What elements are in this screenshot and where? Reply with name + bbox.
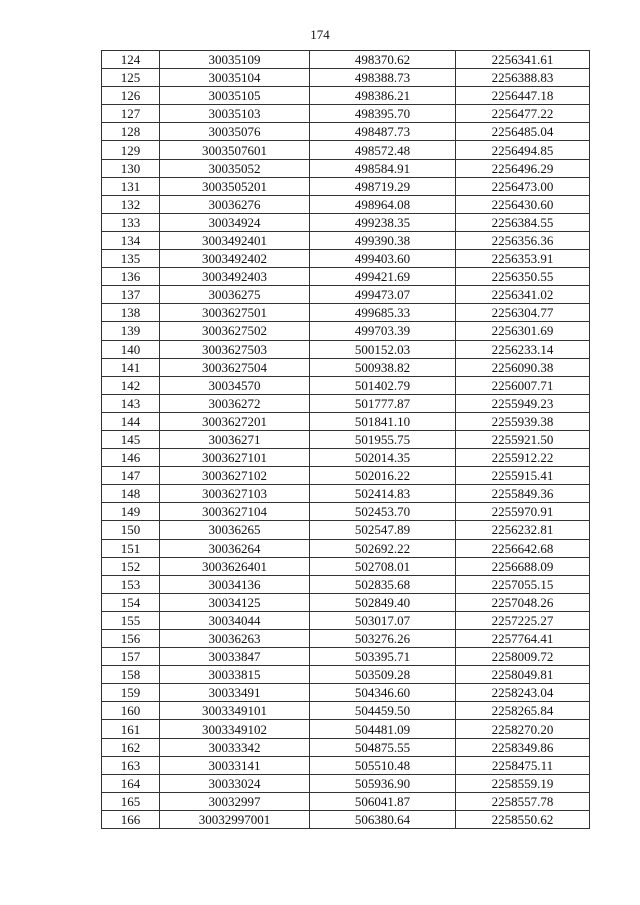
x-coordinate-cell: 501777.87 bbox=[310, 394, 456, 412]
point-id-cell: 3003627501 bbox=[160, 304, 310, 322]
table-row bbox=[102, 756, 590, 774]
point-id-cell: 30032997 bbox=[160, 792, 310, 810]
x-coordinate-cell: 502414.83 bbox=[310, 485, 456, 503]
y-coordinate-cell: 2258559.19 bbox=[456, 774, 590, 792]
table-row bbox=[102, 177, 590, 195]
row-index-cell: 134 bbox=[102, 231, 160, 249]
table-row bbox=[102, 810, 590, 828]
table-row bbox=[102, 521, 590, 539]
row-index-cell: 159 bbox=[102, 684, 160, 702]
x-coordinate-cell: 498964.08 bbox=[310, 195, 456, 213]
row-index-cell: 145 bbox=[102, 430, 160, 448]
y-coordinate-cell: 2256447.18 bbox=[456, 87, 590, 105]
row-index-cell: 146 bbox=[102, 449, 160, 467]
table-row bbox=[102, 250, 590, 268]
row-index-cell: 154 bbox=[102, 593, 160, 611]
row-index-cell: 157 bbox=[102, 648, 160, 666]
row-index-cell: 131 bbox=[102, 177, 160, 195]
table-row bbox=[102, 195, 590, 213]
point-id-cell: 3003349101 bbox=[160, 702, 310, 720]
x-coordinate-cell: 503276.26 bbox=[310, 630, 456, 648]
x-coordinate-cell: 502708.01 bbox=[310, 557, 456, 575]
y-coordinate-cell: 2258009.72 bbox=[456, 648, 590, 666]
point-id-cell: 30033024 bbox=[160, 774, 310, 792]
table-row bbox=[102, 69, 590, 87]
table-row bbox=[102, 430, 590, 448]
x-coordinate-cell: 503017.07 bbox=[310, 611, 456, 629]
x-coordinate-cell: 502014.35 bbox=[310, 449, 456, 467]
coordinates-table bbox=[101, 50, 590, 829]
x-coordinate-cell: 502849.40 bbox=[310, 593, 456, 611]
table-row bbox=[102, 213, 590, 231]
y-coordinate-cell: 2255849.36 bbox=[456, 485, 590, 503]
table-row bbox=[102, 449, 590, 467]
x-coordinate-cell: 500152.03 bbox=[310, 340, 456, 358]
y-coordinate-cell: 2255949.23 bbox=[456, 394, 590, 412]
point-id-cell: 30033815 bbox=[160, 666, 310, 684]
table-row bbox=[102, 575, 590, 593]
point-id-cell: 30036263 bbox=[160, 630, 310, 648]
table-row bbox=[102, 159, 590, 177]
point-id-cell: 3003627104 bbox=[160, 503, 310, 521]
row-index-cell: 126 bbox=[102, 87, 160, 105]
row-index-cell: 144 bbox=[102, 412, 160, 430]
point-id-cell: 3003627502 bbox=[160, 322, 310, 340]
table-row bbox=[102, 702, 590, 720]
point-id-cell: 3003492403 bbox=[160, 268, 310, 286]
table-row bbox=[102, 286, 590, 304]
y-coordinate-cell: 2256356.36 bbox=[456, 231, 590, 249]
row-index-cell: 166 bbox=[102, 810, 160, 828]
x-coordinate-cell: 499403.60 bbox=[310, 250, 456, 268]
x-coordinate-cell: 498719.29 bbox=[310, 177, 456, 195]
point-id-cell: 30035103 bbox=[160, 105, 310, 123]
x-coordinate-cell: 498395.70 bbox=[310, 105, 456, 123]
x-coordinate-cell: 498572.48 bbox=[310, 141, 456, 159]
point-id-cell: 30033491 bbox=[160, 684, 310, 702]
y-coordinate-cell: 2258049.81 bbox=[456, 666, 590, 684]
table-row bbox=[102, 340, 590, 358]
y-coordinate-cell: 2256494.85 bbox=[456, 141, 590, 159]
x-coordinate-cell: 499421.69 bbox=[310, 268, 456, 286]
x-coordinate-cell: 502453.70 bbox=[310, 503, 456, 521]
y-coordinate-cell: 2258349.86 bbox=[456, 738, 590, 756]
table-row bbox=[102, 738, 590, 756]
y-coordinate-cell: 2257764.41 bbox=[456, 630, 590, 648]
table-row bbox=[102, 630, 590, 648]
point-id-cell: 3003626401 bbox=[160, 557, 310, 575]
y-coordinate-cell: 2258550.62 bbox=[456, 810, 590, 828]
row-index-cell: 162 bbox=[102, 738, 160, 756]
y-coordinate-cell: 2256642.68 bbox=[456, 539, 590, 557]
table-row bbox=[102, 268, 590, 286]
y-coordinate-cell: 2256341.02 bbox=[456, 286, 590, 304]
y-coordinate-cell: 2255939.38 bbox=[456, 412, 590, 430]
x-coordinate-cell: 502692.22 bbox=[310, 539, 456, 557]
x-coordinate-cell: 499390.38 bbox=[310, 231, 456, 249]
row-index-cell: 164 bbox=[102, 774, 160, 792]
point-id-cell: 30032997001 bbox=[160, 810, 310, 828]
y-coordinate-cell: 2256090.38 bbox=[456, 358, 590, 376]
y-coordinate-cell: 2256473.00 bbox=[456, 177, 590, 195]
x-coordinate-cell: 504875.55 bbox=[310, 738, 456, 756]
point-id-cell: 3003507601 bbox=[160, 141, 310, 159]
x-coordinate-cell: 498388.73 bbox=[310, 69, 456, 87]
row-index-cell: 150 bbox=[102, 521, 160, 539]
y-coordinate-cell: 2256485.04 bbox=[456, 123, 590, 141]
row-index-cell: 138 bbox=[102, 304, 160, 322]
x-coordinate-cell: 499473.07 bbox=[310, 286, 456, 304]
row-index-cell: 152 bbox=[102, 557, 160, 575]
x-coordinate-cell: 502016.22 bbox=[310, 467, 456, 485]
x-coordinate-cell: 504481.09 bbox=[310, 720, 456, 738]
y-coordinate-cell: 2256350.55 bbox=[456, 268, 590, 286]
x-coordinate-cell: 503509.28 bbox=[310, 666, 456, 684]
y-coordinate-cell: 2256233.14 bbox=[456, 340, 590, 358]
x-coordinate-cell: 502547.89 bbox=[310, 521, 456, 539]
point-id-cell: 3003492401 bbox=[160, 231, 310, 249]
point-id-cell: 30033342 bbox=[160, 738, 310, 756]
table-row bbox=[102, 412, 590, 430]
row-index-cell: 132 bbox=[102, 195, 160, 213]
row-index-cell: 158 bbox=[102, 666, 160, 684]
y-coordinate-cell: 2256430.60 bbox=[456, 195, 590, 213]
coordinates-table-body bbox=[102, 51, 590, 829]
table-row bbox=[102, 684, 590, 702]
row-index-cell: 149 bbox=[102, 503, 160, 521]
row-index-cell: 148 bbox=[102, 485, 160, 503]
row-index-cell: 125 bbox=[102, 69, 160, 87]
y-coordinate-cell: 2256496.29 bbox=[456, 159, 590, 177]
point-id-cell: 30035104 bbox=[160, 69, 310, 87]
x-coordinate-cell: 498370.62 bbox=[310, 51, 456, 69]
table-row bbox=[102, 467, 590, 485]
row-index-cell: 153 bbox=[102, 575, 160, 593]
x-coordinate-cell: 503395.71 bbox=[310, 648, 456, 666]
row-index-cell: 136 bbox=[102, 268, 160, 286]
y-coordinate-cell: 2255915.41 bbox=[456, 467, 590, 485]
table-row bbox=[102, 376, 590, 394]
row-index-cell: 128 bbox=[102, 123, 160, 141]
y-coordinate-cell: 2258475.11 bbox=[456, 756, 590, 774]
point-id-cell: 30036271 bbox=[160, 430, 310, 448]
point-id-cell: 30036265 bbox=[160, 521, 310, 539]
y-coordinate-cell: 2255912.22 bbox=[456, 449, 590, 467]
table-row bbox=[102, 304, 590, 322]
point-id-cell: 30034570 bbox=[160, 376, 310, 394]
y-coordinate-cell: 2258265.84 bbox=[456, 702, 590, 720]
x-coordinate-cell: 504459.50 bbox=[310, 702, 456, 720]
point-id-cell: 30034136 bbox=[160, 575, 310, 593]
page-number: 174 bbox=[310, 27, 330, 42]
row-index-cell: 129 bbox=[102, 141, 160, 159]
table-row bbox=[102, 611, 590, 629]
point-id-cell: 30035105 bbox=[160, 87, 310, 105]
x-coordinate-cell: 506041.87 bbox=[310, 792, 456, 810]
row-index-cell: 155 bbox=[102, 611, 160, 629]
table-row bbox=[102, 593, 590, 611]
row-index-cell: 142 bbox=[102, 376, 160, 394]
point-id-cell: 3003627102 bbox=[160, 467, 310, 485]
point-id-cell: 30036275 bbox=[160, 286, 310, 304]
row-index-cell: 137 bbox=[102, 286, 160, 304]
table-row bbox=[102, 720, 590, 738]
x-coordinate-cell: 498487.73 bbox=[310, 123, 456, 141]
x-coordinate-cell: 499685.33 bbox=[310, 304, 456, 322]
table-row bbox=[102, 358, 590, 376]
point-id-cell: 30034924 bbox=[160, 213, 310, 231]
point-id-cell: 3003505201 bbox=[160, 177, 310, 195]
point-id-cell: 30036272 bbox=[160, 394, 310, 412]
y-coordinate-cell: 2258270.20 bbox=[456, 720, 590, 738]
x-coordinate-cell: 504346.60 bbox=[310, 684, 456, 702]
y-coordinate-cell: 2256304.77 bbox=[456, 304, 590, 322]
row-index-cell: 156 bbox=[102, 630, 160, 648]
table-row bbox=[102, 123, 590, 141]
x-coordinate-cell: 502835.68 bbox=[310, 575, 456, 593]
row-index-cell: 139 bbox=[102, 322, 160, 340]
table-row bbox=[102, 485, 590, 503]
y-coordinate-cell: 2256301.69 bbox=[456, 322, 590, 340]
table-row bbox=[102, 141, 590, 159]
point-id-cell: 3003627103 bbox=[160, 485, 310, 503]
x-coordinate-cell: 500938.82 bbox=[310, 358, 456, 376]
row-index-cell: 161 bbox=[102, 720, 160, 738]
y-coordinate-cell: 2256384.55 bbox=[456, 213, 590, 231]
point-id-cell: 3003627101 bbox=[160, 449, 310, 467]
point-id-cell: 3003627503 bbox=[160, 340, 310, 358]
row-index-cell: 130 bbox=[102, 159, 160, 177]
y-coordinate-cell: 2256477.22 bbox=[456, 105, 590, 123]
row-index-cell: 124 bbox=[102, 51, 160, 69]
y-coordinate-cell: 2256688.09 bbox=[456, 557, 590, 575]
y-coordinate-cell: 2256007.71 bbox=[456, 376, 590, 394]
x-coordinate-cell: 501402.79 bbox=[310, 376, 456, 394]
point-id-cell: 30034044 bbox=[160, 611, 310, 629]
table-row bbox=[102, 322, 590, 340]
y-coordinate-cell: 2257225.27 bbox=[456, 611, 590, 629]
point-id-cell: 30036264 bbox=[160, 539, 310, 557]
x-coordinate-cell: 501841.10 bbox=[310, 412, 456, 430]
row-index-cell: 151 bbox=[102, 539, 160, 557]
x-coordinate-cell: 505510.48 bbox=[310, 756, 456, 774]
point-id-cell: 30033141 bbox=[160, 756, 310, 774]
point-id-cell: 3003627504 bbox=[160, 358, 310, 376]
point-id-cell: 30034125 bbox=[160, 593, 310, 611]
row-index-cell: 135 bbox=[102, 250, 160, 268]
row-index-cell: 163 bbox=[102, 756, 160, 774]
point-id-cell: 3003349102 bbox=[160, 720, 310, 738]
point-id-cell: 30035076 bbox=[160, 123, 310, 141]
row-index-cell: 140 bbox=[102, 340, 160, 358]
table-row bbox=[102, 539, 590, 557]
row-index-cell: 143 bbox=[102, 394, 160, 412]
point-id-cell: 30033847 bbox=[160, 648, 310, 666]
table-row bbox=[102, 394, 590, 412]
point-id-cell: 30036276 bbox=[160, 195, 310, 213]
x-coordinate-cell: 506380.64 bbox=[310, 810, 456, 828]
x-coordinate-cell: 498584.91 bbox=[310, 159, 456, 177]
table-row bbox=[102, 792, 590, 810]
row-index-cell: 127 bbox=[102, 105, 160, 123]
x-coordinate-cell: 499238.35 bbox=[310, 213, 456, 231]
y-coordinate-cell: 2255970.91 bbox=[456, 503, 590, 521]
point-id-cell: 3003492402 bbox=[160, 250, 310, 268]
y-coordinate-cell: 2258557.78 bbox=[456, 792, 590, 810]
y-coordinate-cell: 2256341.61 bbox=[456, 51, 590, 69]
y-coordinate-cell: 2257055.15 bbox=[456, 575, 590, 593]
row-index-cell: 147 bbox=[102, 467, 160, 485]
table-row bbox=[102, 557, 590, 575]
y-coordinate-cell: 2256353.91 bbox=[456, 250, 590, 268]
x-coordinate-cell: 498386.21 bbox=[310, 87, 456, 105]
table-row bbox=[102, 666, 590, 684]
point-id-cell: 30035052 bbox=[160, 159, 310, 177]
row-index-cell: 160 bbox=[102, 702, 160, 720]
row-index-cell: 165 bbox=[102, 792, 160, 810]
table-row bbox=[102, 774, 590, 792]
y-coordinate-cell: 2256232.81 bbox=[456, 521, 590, 539]
row-index-cell: 133 bbox=[102, 213, 160, 231]
row-index-cell: 141 bbox=[102, 358, 160, 376]
x-coordinate-cell: 505936.90 bbox=[310, 774, 456, 792]
y-coordinate-cell: 2256388.83 bbox=[456, 69, 590, 87]
table-row bbox=[102, 503, 590, 521]
y-coordinate-cell: 2257048.26 bbox=[456, 593, 590, 611]
table-row bbox=[102, 648, 590, 666]
table-row bbox=[102, 231, 590, 249]
y-coordinate-cell: 2255921.50 bbox=[456, 430, 590, 448]
x-coordinate-cell: 499703.39 bbox=[310, 322, 456, 340]
table-row bbox=[102, 105, 590, 123]
table-row bbox=[102, 51, 590, 69]
y-coordinate-cell: 2258243.04 bbox=[456, 684, 590, 702]
point-id-cell: 3003627201 bbox=[160, 412, 310, 430]
table-row bbox=[102, 87, 590, 105]
x-coordinate-cell: 501955.75 bbox=[310, 430, 456, 448]
point-id-cell: 30035109 bbox=[160, 51, 310, 69]
